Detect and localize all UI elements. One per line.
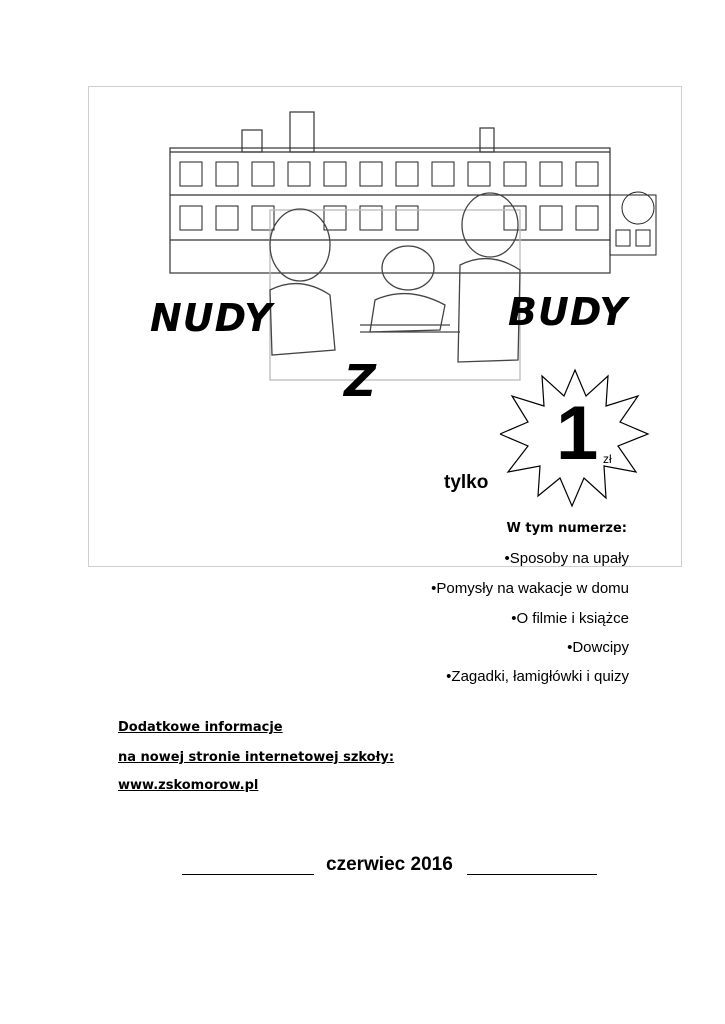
title-z: Z: [344, 356, 377, 407]
title-budy: BUDY: [508, 290, 628, 334]
issue-heading: W tym numerze:: [506, 521, 627, 536]
issue-date: czerwiec 2016: [326, 854, 453, 875]
price-value: 1: [556, 391, 599, 476]
school-building-sketch-icon: [160, 100, 660, 390]
issue-item: •Zagadki, łamigłówki i quizy: [446, 668, 629, 685]
title-nudy: NUDY: [150, 296, 273, 340]
price-unit: zł: [603, 452, 612, 466]
info-line-2: na nowej stronie internetowej szkoły:: [118, 750, 395, 765]
issue-item: •Dowcipy: [567, 639, 629, 656]
issue-item: •Pomysły na wakacje w domu: [431, 580, 629, 597]
website-link[interactable]: www.zskomorow.pl: [118, 778, 259, 793]
issue-item: •O filmie i książce: [511, 610, 629, 627]
issue-item: •Sposoby na upały: [504, 550, 629, 567]
info-line-1: Dodatkowe informacje: [118, 720, 283, 735]
students-sketch-icon: [270, 193, 520, 380]
price-prefix: tylko: [444, 472, 489, 493]
footer-rule-right: [467, 874, 597, 875]
footer-rule-left: [182, 874, 314, 875]
